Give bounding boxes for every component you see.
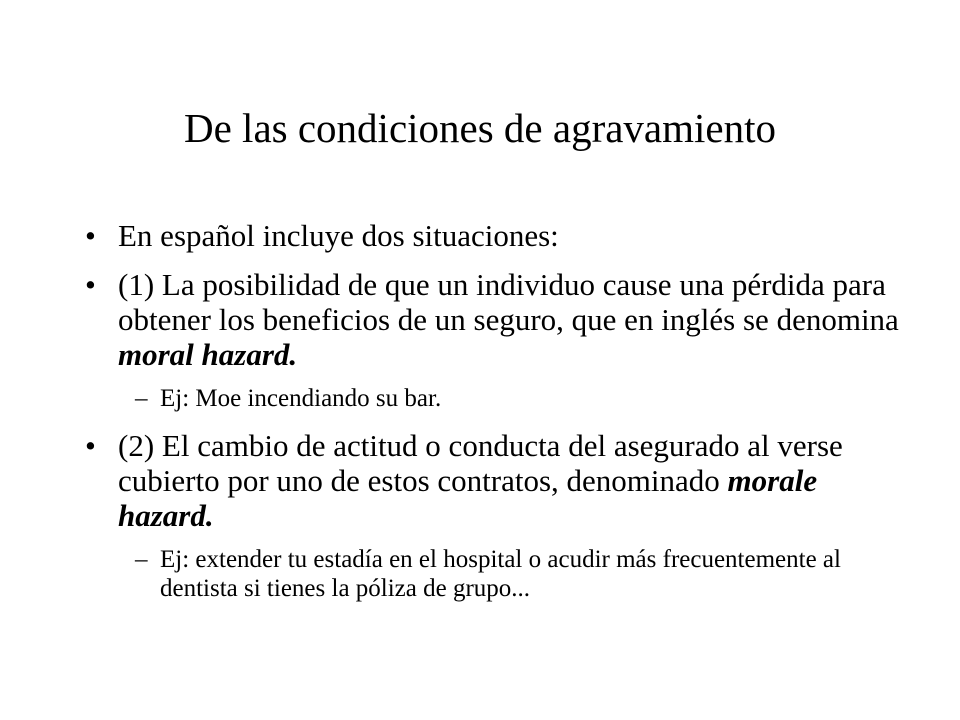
sub-text: Ej: extender tu estadía en el hospital o acudir más frecuentemente al dentista si tienes la póliza de grupo...: [160, 546, 841, 602]
bullet-text: (1) La posibilidad de que un individuo cause una pérdida para obtener los beneficios de un seguro, que en inglés se denomina: [118, 267, 899, 337]
bullet-item-1: [85, 218, 905, 253]
bullet-marker: •: [85, 428, 96, 463]
bullet-item-3: [85, 428, 905, 533]
morale-hazard-term: morale hazard.: [118, 463, 818, 533]
sub-marker: –: [135, 546, 148, 573]
slide-title: De las condiciones de agravamiento: [184, 105, 776, 151]
slide-content: [85, 218, 905, 618]
sub-text: Ej: Moe incendiando su bar.: [160, 385, 442, 412]
bullet-marker: •: [85, 218, 96, 253]
sub-item-1: [135, 384, 905, 413]
bullet-marker: •: [85, 267, 96, 302]
moral-hazard-term: moral hazard.: [118, 337, 298, 372]
bullet-text: (2) El cambio de actitud o conducta del asegurado al verse cubierto por uno de estos contratos, denominado: [118, 428, 843, 498]
bullet-text: En español incluye dos situaciones:: [118, 218, 559, 253]
sub-marker: –: [135, 385, 148, 412]
sub-item-2: [135, 545, 905, 603]
bullet-item-2: [85, 267, 905, 372]
